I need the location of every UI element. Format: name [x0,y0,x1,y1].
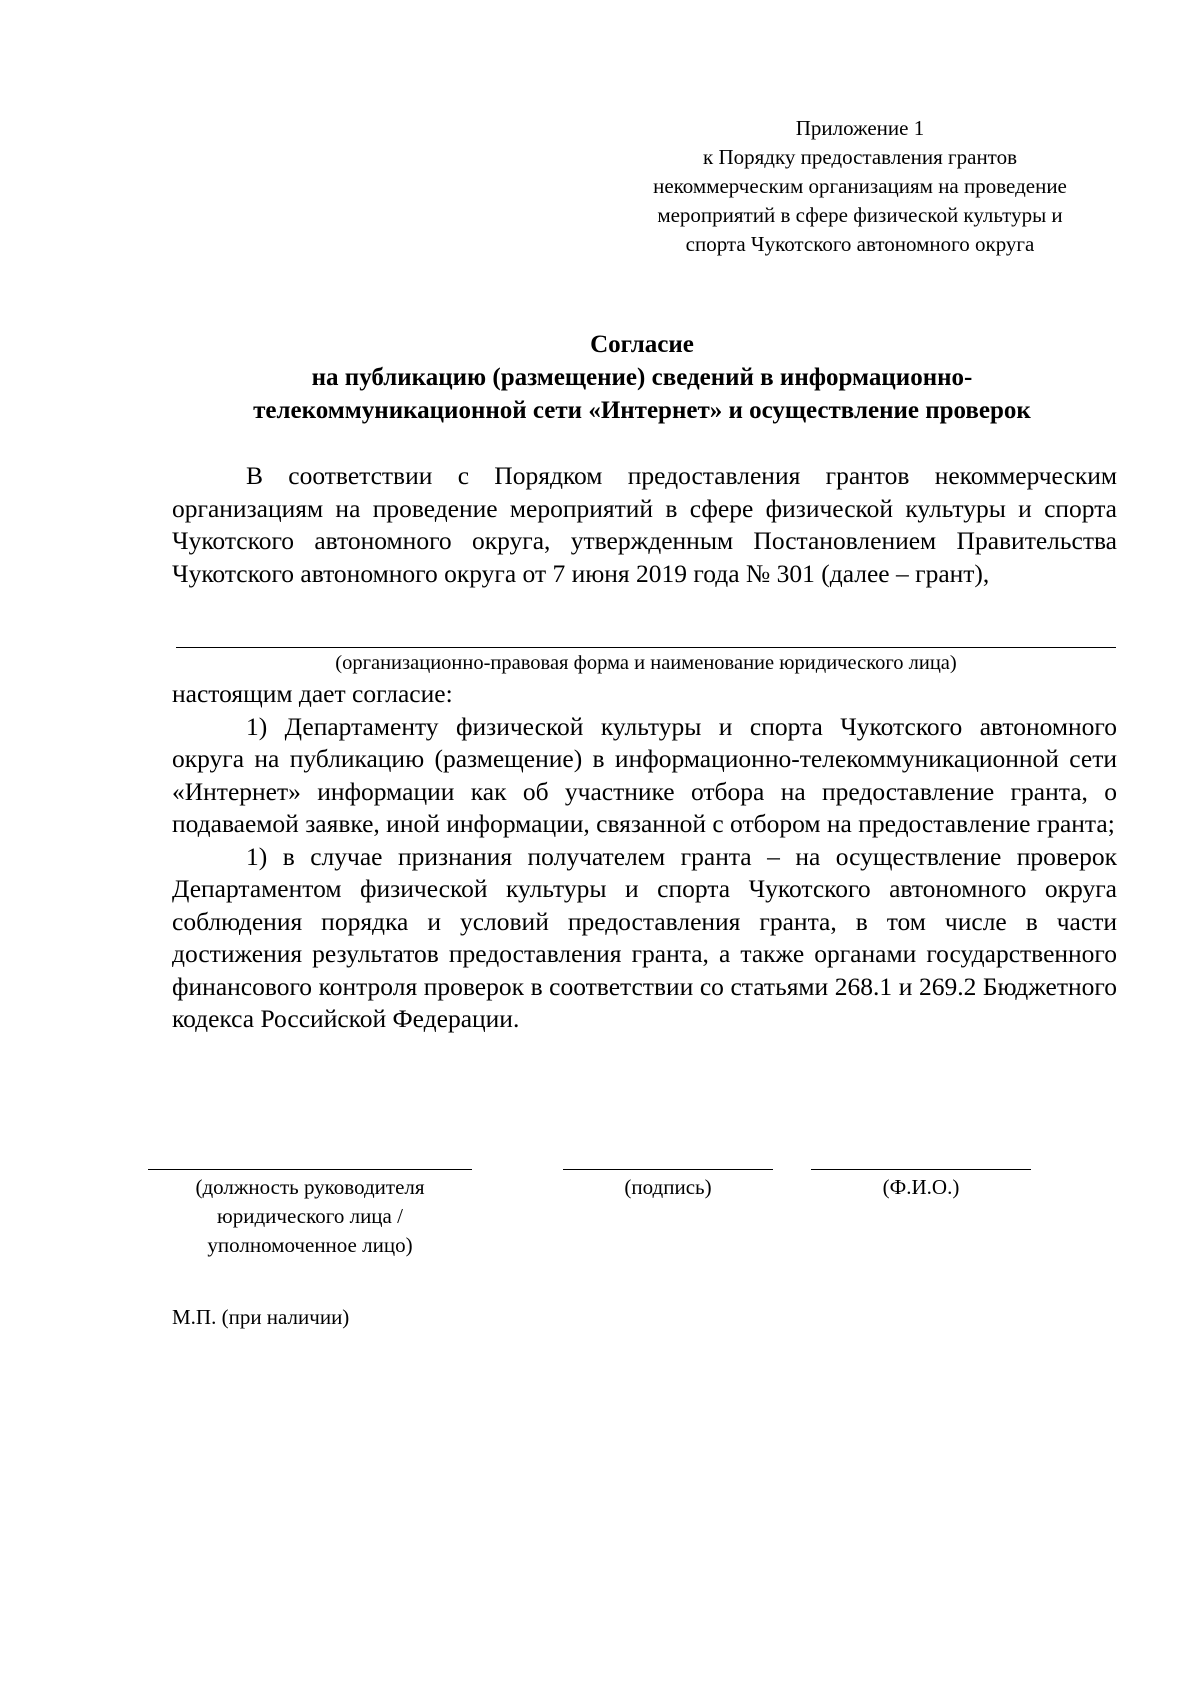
org-name-field[interactable] [176,647,1116,648]
annex-line: мероприятий в сфере физической культуры и [657,203,1063,227]
position-caption-line-3: уполномоченное лицо) [207,1233,413,1257]
annex-header [600,114,1120,259]
annex-line: некоммерческим организациям на проведение [653,174,1067,198]
consent-item-2: 1) в случае признания получателем гранта – на осуществление проверок Департаментом физической культуры и спорта Чукотского автономного округа соблюдения порядка и условий предоставления гранта, в том числе в части достижения результатов предоставления гранта, а также органами государственного финансового контроля проверок в соответствии со статьями 268.1 и 269.2 Бюджетного кодекса Российской Федерации. [172,841,1117,1033]
intro-text: В соответствии с Порядком предоставления грантов некоммерческим организациям на проведение мероприятий в сфере физической культуры и спорта Чукотского автономного округа, утвержденным Постановлением Правительства Чукотского автономного округа от 7 июня 2019 года № 301 (далее – грант), [172,461,1117,588]
position-caption-line-1: (должность руководителя [195,1175,425,1199]
org-name-caption: (организационно-правовая форма и наименование юридического лица) [335,652,957,674]
stamp-placeholder: М.П. (при наличии) [172,1305,350,1329]
title-line-2: на публикацию (размещение) сведений в информационно- [311,364,973,391]
position-field[interactable] [148,1169,472,1170]
fio-field[interactable] [811,1169,1031,1170]
consent-lead: настоящим дает согласие: [172,679,453,708]
title-line-1: Согласие [590,331,694,358]
consent-block [172,678,1117,1036]
signature-caption: (подпись) [624,1175,712,1199]
position-caption-line-2: юридического лица / [217,1204,403,1228]
consent-item-1: 1) Департаменту физической культуры и спорта Чукотского автономного округа на публикацию (размещение) в информационно-телекоммуникационной сети «Интернет» информации как об участнике отбора на предоставление гранта, о подаваемой заявке, иной информации, связанной с отбором на предоставление гранта; [172,711,1117,838]
position-caption [148,1173,472,1260]
title-line-3: телекоммуникационной сети «Интернет» и осуществление проверок [253,397,1031,424]
annex-line: к Порядку предоставления грантов [703,145,1017,169]
annex-line: спорта Чукотского автономного округа [685,232,1035,256]
fio-caption: (Ф.И.О.) [882,1175,960,1199]
signature-field[interactable] [563,1169,773,1170]
annex-line: Приложение 1 [795,116,925,140]
document-title [172,328,1112,427]
intro-paragraph [172,460,1117,590]
